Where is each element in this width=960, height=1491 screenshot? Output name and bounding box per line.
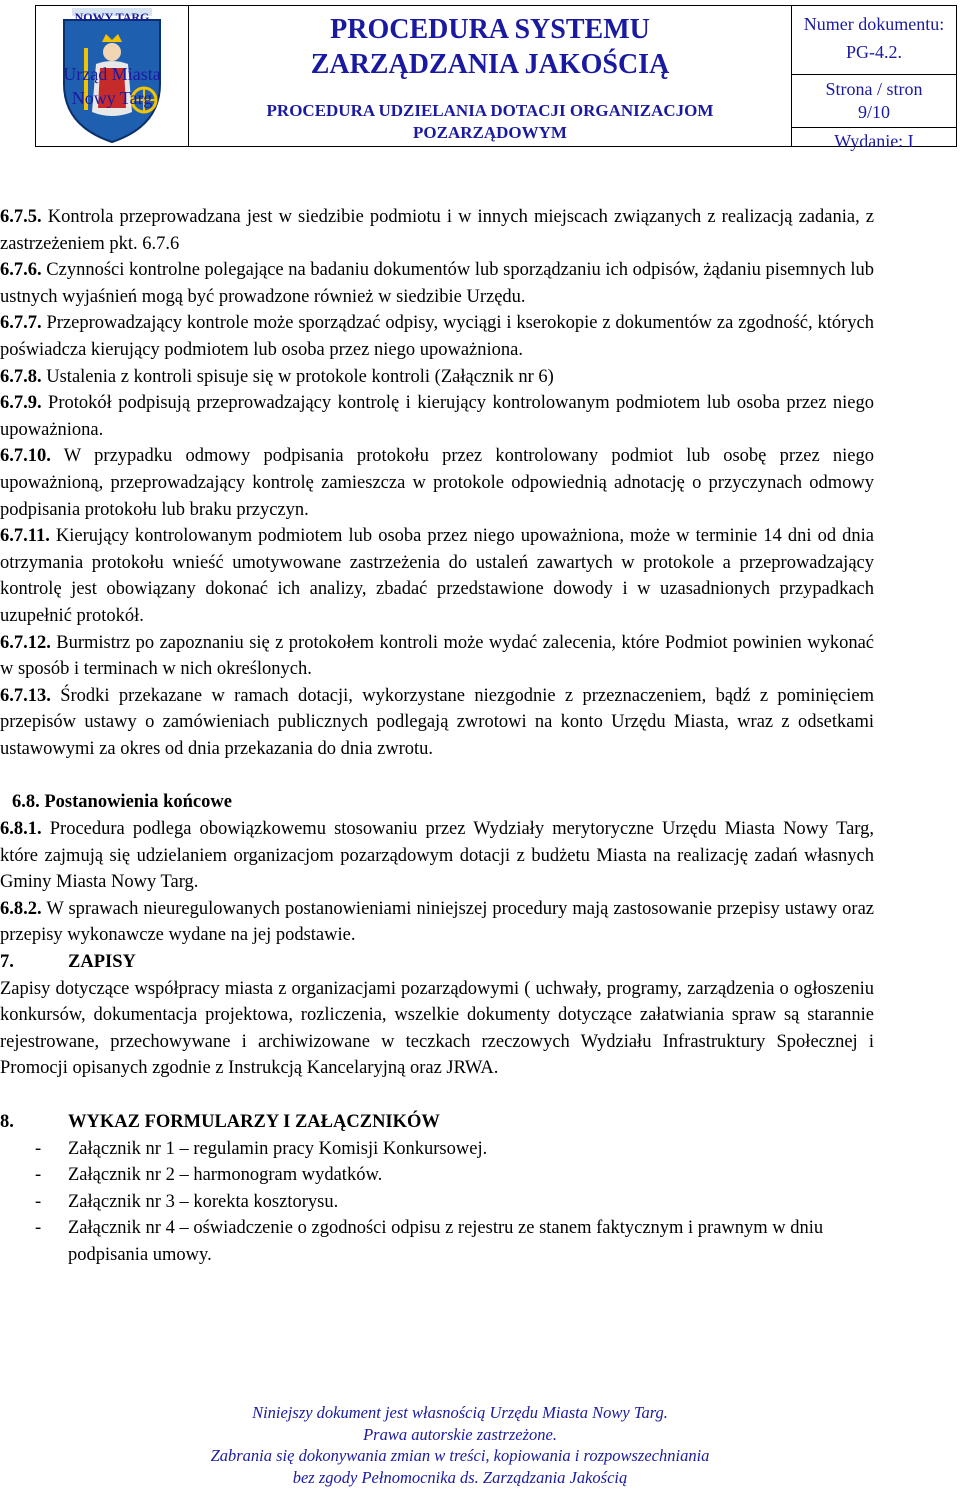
list-dash: - — [35, 1218, 42, 1239]
title-line1: PROCEDURA SYSTEMU — [330, 14, 650, 45]
subtitle-line2: POZARZĄDOWYM — [413, 123, 567, 142]
list-item-text: Załącznik nr 4 – oświadczenie o zgodności odpisu z rejestru ze stanem faktycznym i prawnym w dniu podpisania umowy. — [68, 1218, 824, 1265]
logo-top-text: NOWY TARG — [74, 10, 150, 24]
paragraph-number: 6.8.1. — [0, 819, 42, 840]
logo-name-line1: Urząd Miasta — [63, 64, 161, 84]
paragraph-text: Burmistrz po zapoznaniu się z protokołem kontroli może wydać zalecenia, które Podmiot powinien wykonać w sposób i terminach w nich określonych. — [0, 632, 874, 680]
document-header — [35, 5, 957, 151]
paragraph-text: W sprawach nieuregulowanych postanowieniami niniejszej procedury mają zastosowanie przepisy ustawy oraz przepisy wykonawcze wydane na jej podstawie. — [0, 898, 874, 946]
paragraph-text: W przypadku odmowy podpisania protokołu przez kontrolowany podmiot lub osobę przez niego upoważnioną, przeprowadzający kontrolę zamieszcza w protokole odpowiednią adnotację o przyczynach odmowy podpisania protokołu lub braku przyczyn. — [0, 446, 874, 520]
paragraph-text: Protokół podpisują przeprowadzający kontrolę i kierujący kontrolowanym podmiotem lub osoba przez niego upoważniona. — [0, 393, 874, 440]
meta-cell — [792, 6, 956, 151]
attachments-list — [0, 1136, 874, 1269]
paragraph-text: Kierujący kontrolowanym podmiotem lub osoba przez niego upoważniona, może w terminie 14 dni od dnia otrzymania protokołu wnieść umotywowane zastrzeżenia do ustaleń zawartych w protokole a przeprowadzający kontrolę jest obowiązany dokonać ich analizy, zbadać przedstawione dowody i w uzasadnionych przypadkach uzupełnić protokół. — [0, 526, 874, 626]
list-item-text: Załącznik nr 3 – korekta kosztorysu. — [68, 1191, 339, 1212]
doc-number-cell — [792, 10, 956, 75]
paragraph-number: 6.7.6. — [0, 260, 42, 281]
edition: Wydanie: I — [834, 131, 914, 151]
page-value: 9/10 — [857, 102, 890, 122]
list-item — [0, 1162, 874, 1189]
section-7-text: Zapisy dotyczące współpracy miasta z organizacjami pozarządowymi ( uchwały, programy, zarządzenia o ogłoszeniu konkursów, dokumentacja projektowa, rozliczenia, wszelkie dokumenty dotyczące załatwiania spraw są starannie rejestrowane, przechowywane i archiwizowane w teczkach rzeczowych Wydziału Infrastruktury Społecznej i Promocji opisanych zgodnie z Instrukcją Kancelaryjną oraz JRWA. — [0, 978, 874, 1079]
document-body — [0, 204, 874, 1269]
subtitle-line1: PROCEDURA UDZIELANIA DOTACJI ORGANIZACJOM — [266, 101, 714, 120]
list-item — [0, 1136, 874, 1163]
footer-line1: Niniejszy dokument jest własnością Urzędu Miasta Nowy Targ. — [252, 1403, 668, 1422]
paragraph-number: 6.7.5. — [0, 207, 42, 227]
section-heading-6-8: 6.8. Postanowienia końcowe — [12, 792, 232, 813]
paragraph-number: 6.7.12. — [0, 632, 51, 653]
footer-line2: Prawa autorskie zastrzeżone. — [363, 1424, 557, 1444]
paragraph-text: Procedura podlega obowiązkowemu stosowaniu przez Wydziały merytoryczne Urzędu Miasta Nowy Targ, które zajmują się udzielaniem organizacjom pozarządowym dotacji z budżetu Miasta na realizację zadań własnych Gminy Miasta Nowy Targ. — [0, 819, 874, 893]
paragraph-number: 6.7.13. — [0, 685, 51, 706]
section-number: 7. — [0, 952, 14, 973]
paragraph-number: 6.7.9. — [0, 393, 42, 414]
paragraph-text: Ustalenia z kontroli spisuje się w protokole kontroli (Załącznik nr 6) — [41, 366, 554, 387]
paragraph-text: Kontrola przeprowadzana jest w siedzibie podmiotu i w innych miejscach związanych z realizacją zadania, z zastrzeżeniem pkt. 6.7.6 — [0, 207, 874, 254]
paragraph-6-7-10 — [0, 443, 874, 523]
paragraph-number: 6.8.2. — [0, 898, 42, 919]
page-cell — [792, 77, 956, 128]
list-dash: - — [35, 1165, 42, 1186]
paragraph-number: 6.7.7. — [0, 313, 42, 334]
paragraph-6-7-12 — [0, 630, 874, 683]
page-label: Strona / stron — [825, 79, 923, 99]
paragraph-6-7-7 — [0, 310, 874, 363]
list-item — [0, 1189, 874, 1216]
paragraph-number: 6.7.11. — [0, 526, 50, 547]
paragraph-6-7-8 — [0, 364, 874, 391]
title-cell — [189, 6, 792, 146]
list-dash: - — [35, 1138, 42, 1159]
list-item — [0, 1215, 874, 1268]
section-heading-8 — [0, 1109, 874, 1136]
footer-line4: bez zgody Pełnomocnika ds. Zarządzania Jakością — [292, 1467, 628, 1487]
section-title: WYKAZ FORMULARZY I ZAŁĄCZNIKÓW — [68, 1112, 440, 1132]
paragraph-6-7-9 — [0, 390, 874, 443]
paragraph-text: Przeprowadzający kontrole może sporządzać odpisy, wyciągi i kserokopie z dokumentów za zgodność, których poświadcza kierujący podmiotem lub osoba przez niego upoważniona. — [0, 313, 874, 360]
paragraph-text: Czynności kontrolne polegające na badaniu dokumentów lub sporządzaniu ich odpisów, żądaniu pisemnych lub ustnych wyjaśnień mogą być prowadzone również w siedzibie Urzędu. — [0, 260, 874, 307]
paragraph-number: 6.7.8. — [0, 366, 42, 387]
list-dash: - — [35, 1191, 42, 1212]
section-number: 8. — [0, 1112, 14, 1132]
paragraph-text: Środki przekazane w ramach dotacji, wykorzystane niezgodnie z przeznaczeniem, bądź z pominięciem przepisów ustawy o zamówieniach publicznych podlegają zwrotowi na konto Urzędu Miasta, wraz z odsetkami ustawowymi za okres od dnia przekazania do dnia zwrotu. — [0, 685, 874, 759]
paragraph-6-8-1 — [0, 816, 874, 896]
paragraph-6-8-2 — [0, 896, 874, 949]
paragraph-6-7-13 — [0, 683, 874, 763]
section-title: ZAPISY — [68, 952, 136, 973]
document-footer — [0, 1402, 960, 1488]
paragraph-6-7-6 — [0, 257, 874, 310]
list-item-text: Załącznik nr 1 – regulamin pracy Komisji Konkursowej. — [68, 1138, 488, 1159]
logo-name-line2: Nowy Targ — [71, 88, 153, 108]
logo-cell — [36, 6, 189, 146]
list-item-text: Załącznik nr 2 – harmonogram wydatków. — [68, 1165, 383, 1186]
section-heading-7 — [0, 949, 874, 976]
doc-number-label: Numer dokumentu: — [803, 14, 945, 34]
paragraph-number: 6.7.10. — [0, 446, 51, 467]
title-line2: ZARZĄDZANIA JAKOŚCIĄ — [310, 49, 670, 80]
footer-line3: Zabrania się dokonywania zmian w treści, kopiowania i rozpowszechniania — [210, 1446, 710, 1465]
doc-number: PG-4.2. — [845, 42, 902, 62]
paragraph-6-7-5 — [0, 204, 874, 257]
paragraph-6-7-11 — [0, 523, 874, 629]
